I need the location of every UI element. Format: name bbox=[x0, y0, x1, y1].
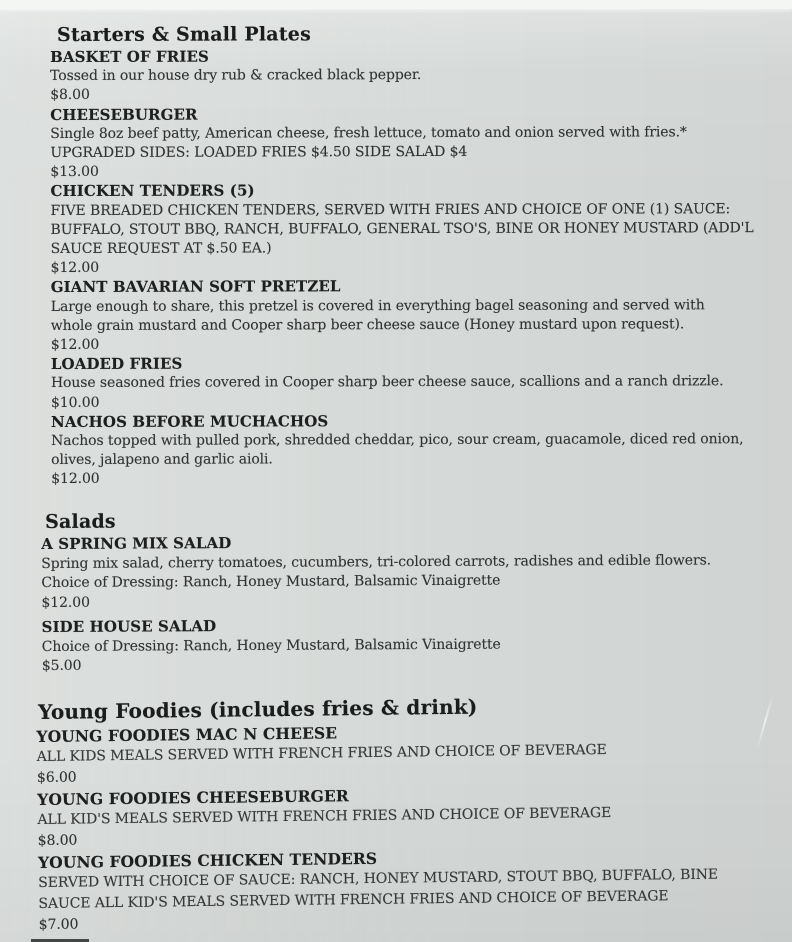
item-description-line: SAUCE REQUEST AT $.50 EA.) bbox=[50, 240, 272, 258]
item-price: $12.00 bbox=[50, 336, 100, 354]
section-title: Young Foodies (includes fries & drink) bbox=[38, 694, 478, 725]
menu-item bbox=[36, 717, 792, 789]
section-title: Salads bbox=[44, 510, 116, 533]
item-description-line: Spring mix salad, cherry tomatoes, cucumbers, tri-colored carrots, radishes and edible flowers. bbox=[41, 551, 712, 572]
item-description-line: SAUCE ALL KID'S MEALS SERVED WITH FRENCH FRIES AND CHOICE OF BEVERAGE bbox=[38, 888, 669, 913]
item-price: $7.00 bbox=[38, 916, 79, 934]
item-name: YOUNG FOODIES CHICKEN TENDERS bbox=[37, 849, 378, 873]
menu-item bbox=[50, 180, 792, 278]
item-name: CHEESEBURGER bbox=[50, 105, 198, 124]
item-description-line: Large enough to share, this pretzel is covered in everything bagel seasoning and served with bbox=[50, 296, 705, 315]
item-description-line: Choice of Dressing: Ranch, Honey Mustard, Balsamic Vinaigrette bbox=[41, 635, 501, 655]
item-name: GIANT BAVARIAN SOFT PRETZEL bbox=[50, 277, 341, 297]
item-price: $5.00 bbox=[41, 657, 82, 674]
menu-item bbox=[50, 104, 792, 183]
item-description-line: UPGRADED SIDES: LOADED FRIES $4.50 SIDE SALAD $4 bbox=[50, 143, 468, 162]
item-description-line: FIVE BREADED CHICKEN TENDERS, SERVED WITH FRIES AND CHOICE OF ONE (1) SAUCE: bbox=[50, 200, 731, 219]
item-description-line: Single 8oz beef patty, American cheese, fresh lettuce, tomato and onion served with fries.* bbox=[50, 124, 687, 142]
menu-item bbox=[51, 411, 792, 490]
item-name: CHICKEN TENDERS (5) bbox=[50, 181, 255, 201]
item-description-line: House seasoned fries covered in Cooper sharp beer cheese sauce, scallions and a ranch drizzle. bbox=[50, 373, 724, 392]
menu-item bbox=[41, 531, 792, 613]
item-name: BASKET OF FRIES bbox=[50, 47, 209, 66]
item-description-line: Nachos topped with pulled pork, shredded cheddar, pico, sour cream, guacamole, diced red onion, bbox=[51, 431, 744, 450]
menu-item bbox=[38, 843, 792, 936]
item-price: $13.00 bbox=[50, 164, 99, 181]
menu-item bbox=[37, 780, 792, 852]
item-price: $6.00 bbox=[36, 769, 77, 787]
item-price: $12.00 bbox=[51, 471, 100, 488]
item-price: $8.00 bbox=[37, 832, 78, 850]
item-description-line: whole grain mustard and Cooper sharp beer cheese sauce (Honey mustard upon request). bbox=[50, 316, 685, 334]
item-description-line: olives, jalapeno and garlic aioli. bbox=[51, 451, 273, 469]
item-name: A SPRING MIX SALAD bbox=[41, 533, 232, 553]
item-price: $10.00 bbox=[50, 394, 100, 411]
menu-item bbox=[42, 614, 792, 676]
menu-section bbox=[41, 507, 792, 676]
section-title: Starters & Small Plates bbox=[56, 23, 312, 46]
menu-item bbox=[50, 46, 792, 106]
menu-item bbox=[51, 276, 792, 355]
item-description-line: Choice of Dressing: Ranch, Honey Mustard, Balsamic Vinaigrette bbox=[41, 572, 501, 591]
item-description-line: ALL KIDS MEALS SERVED WITH FRENCH FRIES AND CHOICE OF BEVERAGE bbox=[36, 742, 607, 766]
item-name: LOADED FRIES bbox=[50, 354, 183, 374]
item-price: $12.00 bbox=[50, 260, 100, 277]
menu-section bbox=[50, 22, 792, 490]
item-name: YOUNG FOODIES CHEESEBURGER bbox=[37, 786, 349, 810]
item-price: $8.00 bbox=[50, 87, 90, 104]
item-name: NACHOS BEFORE MUCHACHOS bbox=[51, 412, 329, 431]
item-price: $12.00 bbox=[41, 593, 90, 611]
menu-item bbox=[51, 353, 792, 413]
item-name: YOUNG FOODIES MAC N CHEESE bbox=[36, 723, 338, 747]
item-description-line: BUFFALO, STOUT BBQ, RANCH, BUFFALO, GENERAL TSO'S, BINE OR HONEY MUSTARD (ADD'L bbox=[50, 219, 754, 238]
item-description-line: SERVED WITH CHOICE OF SAUCE: RANCH, HONEY MUSTARD, STOUT BBQ, BUFFALO, BINE bbox=[38, 866, 719, 892]
item-description-line: ALL KID'S MEALS SERVED WITH FRENCH FRIES AND CHOICE OF BEVERAGE bbox=[37, 805, 612, 829]
menu-section bbox=[36, 690, 792, 936]
item-name: SIDE HOUSE SALAD bbox=[41, 616, 217, 636]
item-description-line: Tossed in our house dry rub & cracked black pepper. bbox=[50, 67, 422, 85]
